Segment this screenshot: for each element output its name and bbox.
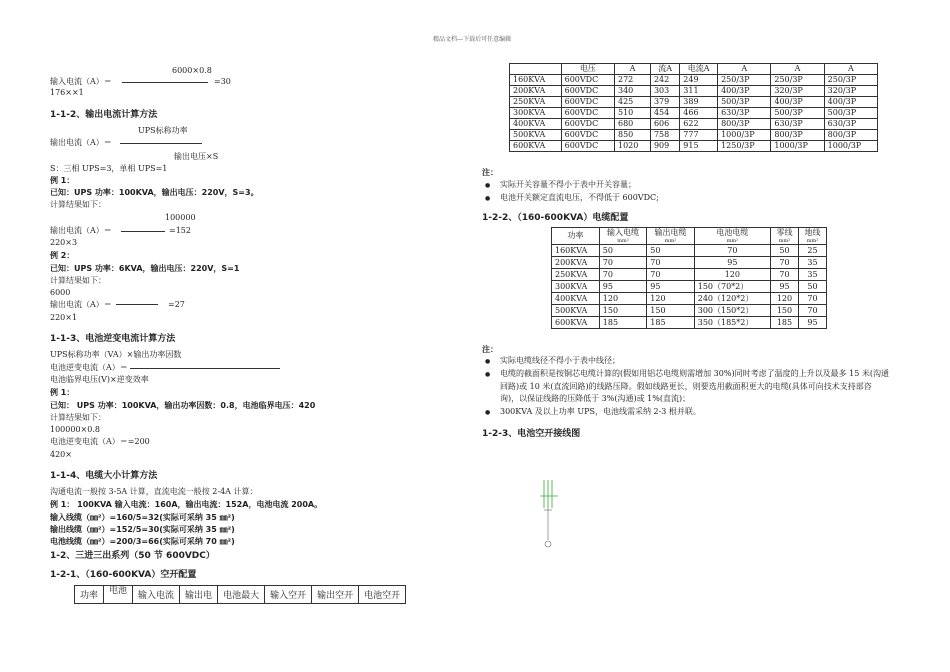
calc-result-3: 计算结果如下： bbox=[50, 413, 106, 422]
cell: 800/3P bbox=[718, 119, 771, 130]
cell: 454 bbox=[650, 108, 679, 119]
cell: 400/3P bbox=[824, 97, 877, 108]
note-2-item-2-line-1: 电缆的截面积是按铜芯电缆计算的(假如用铝芯电缆则需增加 30%)同时考虑了温度的上升以及最多 15 米(沟通 bbox=[500, 369, 889, 378]
col-header bbox=[694, 228, 770, 245]
cell: 300KVA bbox=[510, 108, 562, 119]
cell: 70 bbox=[798, 293, 826, 305]
cell: 200KVA bbox=[552, 257, 600, 269]
breaker-table-header bbox=[74, 585, 406, 604]
calc-result-2: 计算结果如下： bbox=[50, 276, 106, 285]
note-2-item-3: 300KVA 及以上功率 UPS，电池线需采纳 2-3 根并联。 bbox=[500, 407, 701, 416]
table-row bbox=[510, 119, 878, 130]
example-1-label: 例 1： bbox=[50, 176, 75, 185]
col-header: 输入空开 bbox=[265, 586, 312, 604]
battery-breaker-wiring-diagram bbox=[530, 478, 570, 554]
unit-label: mm² bbox=[664, 238, 677, 244]
cell: 600KVA bbox=[510, 141, 562, 152]
col-header: A bbox=[615, 64, 651, 75]
cell: 250KVA bbox=[510, 97, 562, 108]
numerator-100000x08: 100000×0.8 bbox=[50, 425, 100, 434]
table-row bbox=[510, 86, 878, 97]
section-1-1-4: 1-1-4、电缆大小计算方法 bbox=[50, 471, 158, 481]
cell: 185 bbox=[647, 317, 694, 329]
inv-label: 电池逆变电流（A）＝ bbox=[50, 363, 128, 372]
cell: 777 bbox=[680, 130, 718, 141]
cell: 150（70*2） bbox=[694, 281, 770, 293]
example-4: 例 1： 100KVA 输入电流：160A，输出电流：152A，电池电流 200A。 bbox=[50, 500, 323, 509]
cell: 272 bbox=[615, 75, 651, 86]
cell: 95 bbox=[647, 281, 694, 293]
note-1-item-1: 实际开关容量不得小于表中开关容量； bbox=[500, 180, 636, 189]
cell: 242 bbox=[650, 75, 679, 86]
cell: 1000/3P bbox=[824, 141, 877, 152]
cell: 160KVA bbox=[552, 245, 600, 257]
cell: 510 bbox=[615, 108, 651, 119]
out-current-label: 输出电流（A）＝ bbox=[50, 138, 112, 147]
cell: 160KVA bbox=[510, 75, 562, 86]
table-row bbox=[552, 245, 827, 257]
cell: 50 bbox=[770, 245, 798, 257]
cell: 600VDC bbox=[561, 108, 614, 119]
unit-label: mm² bbox=[617, 238, 629, 244]
section-1-2-2: 1-2-2、（160-600KVA）电缆配置 bbox=[482, 213, 629, 223]
cell: 50 bbox=[647, 245, 694, 257]
table-row bbox=[552, 257, 827, 269]
cell: 150 bbox=[770, 305, 798, 317]
cell: 1020 bbox=[615, 141, 651, 152]
col-header: 电池空开 bbox=[359, 586, 406, 604]
result-27: =27 bbox=[168, 300, 185, 309]
inv-eq: 电池逆变电流（A）＝=200 bbox=[50, 437, 150, 446]
cell: 70 bbox=[770, 269, 798, 281]
cell: 95 bbox=[798, 317, 826, 329]
denominator-420: 420× bbox=[50, 450, 72, 459]
cell: 680 bbox=[615, 119, 651, 130]
col-header bbox=[798, 228, 826, 245]
cell: 340 bbox=[615, 86, 651, 97]
cell: 800/3P bbox=[824, 130, 877, 141]
cell: 600VDC bbox=[561, 119, 614, 130]
cell: 150 bbox=[647, 305, 694, 317]
bullet-icon: ● bbox=[485, 195, 491, 202]
col-header-label: 电池电缆 bbox=[716, 228, 749, 237]
col-header-label: 零线 bbox=[776, 228, 793, 237]
table-header-row bbox=[510, 64, 878, 75]
cell: 300（150*2） bbox=[694, 305, 770, 317]
cell: 622 bbox=[680, 119, 718, 130]
cell: 909 bbox=[650, 141, 679, 152]
cell: 95 bbox=[770, 281, 798, 293]
table-row bbox=[510, 75, 878, 86]
cable-config-table bbox=[551, 227, 827, 329]
cell: 120 bbox=[647, 293, 694, 305]
col-header: 电流A bbox=[680, 64, 718, 75]
col-header: 电压 bbox=[561, 64, 614, 75]
cell: 185 bbox=[599, 317, 646, 329]
inv-numerator: UPS标称功率（VA）×输出功率因数 bbox=[50, 350, 182, 359]
numerator-6000: 6000 bbox=[50, 288, 71, 297]
cell: 600VDC bbox=[561, 86, 614, 97]
cell: 70 bbox=[647, 269, 694, 281]
table-row bbox=[552, 305, 827, 317]
page-header: 精品文档---下载后可任意编辑 bbox=[433, 36, 512, 43]
note-2-title: 注： bbox=[482, 345, 498, 354]
table-row bbox=[552, 317, 827, 329]
section-1-1-3: 1-1-3、电池逆变电流计算方法 bbox=[50, 334, 176, 344]
cell: 500KVA bbox=[552, 305, 600, 317]
known-3: 已知： UPS 功率：100KVA，输出功率因数：0.8，电池临界电压：420 bbox=[50, 401, 316, 410]
cell: 95 bbox=[694, 257, 770, 269]
bullet-icon: ● bbox=[485, 371, 491, 378]
cell: 95 bbox=[599, 281, 646, 293]
cell: 311 bbox=[680, 86, 718, 97]
col-header: A bbox=[771, 64, 824, 75]
cell: 400/3P bbox=[771, 97, 824, 108]
cell: 600VDC bbox=[561, 75, 614, 86]
note-1-title: 注： bbox=[482, 168, 498, 177]
cell: 70 bbox=[599, 269, 646, 281]
eq1-denominator: 176××1 bbox=[50, 88, 84, 97]
unit-label: mm² bbox=[806, 238, 819, 244]
cell: 600KVA bbox=[552, 317, 600, 329]
cell: 250/3P bbox=[771, 75, 824, 86]
cell: 466 bbox=[680, 108, 718, 119]
cell: 320/3P bbox=[824, 86, 877, 97]
col-header: A bbox=[824, 64, 877, 75]
cell: 758 bbox=[650, 130, 679, 141]
unit-label: mm² bbox=[726, 238, 739, 244]
cell: 35 bbox=[798, 269, 826, 281]
section-1-2-1: 1-2-1、（160-600KVA）空开配置 bbox=[50, 570, 197, 580]
bullet-icon: ● bbox=[485, 409, 491, 416]
section-1-2-3: 1-2-3、电池空开接线图 bbox=[482, 429, 581, 439]
breaker-config-table bbox=[509, 63, 878, 152]
cell: 1000/3P bbox=[771, 141, 824, 152]
cell: 800/3P bbox=[771, 130, 824, 141]
out-current-eq-2: 输出电流（A）＝ bbox=[50, 300, 112, 309]
cable-rule: 沟通电流一般按 3-5A 计算，直流电流一般按 2-4A 计算： bbox=[50, 487, 258, 496]
col-header: 输入电流 bbox=[133, 586, 180, 604]
cell: 70 bbox=[798, 305, 826, 317]
cell: 250/3P bbox=[718, 75, 771, 86]
cell: 379 bbox=[650, 97, 679, 108]
col-header: 电池 bbox=[104, 586, 133, 604]
note-2-item-2-line-3: 询)，以保证线路的压降低于 3%(沟通)或 1%(直流)； bbox=[500, 394, 691, 403]
cell: 600VDC bbox=[561, 141, 614, 152]
result-152: =152 bbox=[169, 226, 191, 235]
col-header-label: 地线 bbox=[804, 228, 821, 237]
table-row bbox=[510, 97, 878, 108]
table-header-row bbox=[552, 228, 827, 245]
in-cable: 输入线缆（㎜²）=160/5=32(实际可采纳 35 ㎜²) bbox=[50, 513, 235, 522]
s-note: S：三相 UPS=3，单相 UPS=1 bbox=[50, 164, 168, 173]
cell: 250/3P bbox=[824, 75, 877, 86]
known-1: 已知：UPS 功率：100KVA，输出电压：220V，S=3。 bbox=[50, 188, 259, 197]
cell: 600VDC bbox=[561, 130, 614, 141]
example-3-label: 例 1： bbox=[50, 388, 75, 397]
cell: 320/3P bbox=[771, 86, 824, 97]
col-header bbox=[770, 228, 798, 245]
cell: 25 bbox=[798, 245, 826, 257]
col-header-label: 功率 bbox=[567, 231, 584, 240]
cell: 500/3P bbox=[718, 97, 771, 108]
col-header bbox=[510, 64, 562, 75]
col-header: 电池最大 bbox=[218, 586, 265, 604]
cell: 120 bbox=[694, 269, 770, 281]
cell: 850 bbox=[615, 130, 651, 141]
col-header bbox=[647, 228, 694, 245]
cell: 500KVA bbox=[510, 130, 562, 141]
cell: 500/3P bbox=[824, 108, 877, 119]
cell: 35 bbox=[798, 257, 826, 269]
cell: 630/3P bbox=[824, 119, 877, 130]
col-header: A bbox=[718, 64, 771, 75]
cell: 120 bbox=[770, 293, 798, 305]
cell: 185 bbox=[770, 317, 798, 329]
example-2-label: 例 2： bbox=[50, 251, 75, 260]
table-row bbox=[510, 141, 878, 152]
col-header-label: 输入电缆 bbox=[607, 228, 640, 237]
cell: 500/3P bbox=[771, 108, 824, 119]
denominator-220x1: 220×1 bbox=[50, 313, 78, 322]
col-header bbox=[599, 228, 646, 245]
cell: 249 bbox=[680, 75, 718, 86]
cell: 150 bbox=[599, 305, 646, 317]
known-2: 已知：UPS 功率：6KVA，输出电压：220V，S=1 bbox=[50, 264, 240, 273]
cell: 303 bbox=[650, 86, 679, 97]
cell: 630/3P bbox=[771, 119, 824, 130]
cell: 200KVA bbox=[510, 86, 562, 97]
inv-denominator: 电池临界电压(V)×逆变效率 bbox=[50, 375, 149, 384]
table-row bbox=[552, 269, 827, 281]
cell: 250KVA bbox=[552, 269, 600, 281]
cell: 915 bbox=[680, 141, 718, 152]
cell: 350（185*2） bbox=[694, 317, 770, 329]
out-voltage-s: 输出电压×S bbox=[174, 152, 219, 161]
unit-label: mm² bbox=[778, 238, 791, 244]
cell: 600VDC bbox=[561, 97, 614, 108]
inv-fraction-line bbox=[130, 368, 280, 369]
cell: 389 bbox=[680, 97, 718, 108]
denominator-220x3: 220×3 bbox=[50, 238, 78, 247]
cell: 400KVA bbox=[510, 119, 562, 130]
cell: 50 bbox=[798, 281, 826, 293]
fraction-line-1 bbox=[121, 231, 165, 232]
table-row bbox=[552, 293, 827, 305]
table-row bbox=[510, 130, 878, 141]
cell: 50 bbox=[599, 245, 646, 257]
bullet-icon: ● bbox=[485, 358, 491, 365]
col-header bbox=[552, 228, 600, 245]
cell: 300KVA bbox=[552, 281, 600, 293]
cell: 70 bbox=[694, 245, 770, 257]
col-header: 流A bbox=[650, 64, 679, 75]
calc-result-1: 计算结果如下： bbox=[50, 200, 106, 209]
section-1-2: 1-2、三进三出系列（50 节 600VDC） bbox=[50, 551, 215, 561]
eq1-fraction-line bbox=[122, 82, 208, 83]
cell: 120 bbox=[599, 293, 646, 305]
cell: 1000/3P bbox=[718, 130, 771, 141]
fraction-line-2 bbox=[116, 304, 158, 305]
cell: 70 bbox=[599, 257, 646, 269]
cell: 240（120*2） bbox=[694, 293, 770, 305]
col-header-label: 输出电缆 bbox=[654, 228, 687, 237]
cell: 1250/3P bbox=[718, 141, 771, 152]
table-row bbox=[510, 108, 878, 119]
ups-rated-power: UPS标称功率 bbox=[138, 126, 188, 135]
cell: 606 bbox=[650, 119, 679, 130]
col-header: 输出电 bbox=[180, 586, 218, 604]
cell: 400/3P bbox=[718, 86, 771, 97]
cell: 70 bbox=[647, 257, 694, 269]
col-header: 输出空开 bbox=[312, 586, 359, 604]
eq1-numerator: 6000×0.8 bbox=[172, 66, 212, 75]
cell: 70 bbox=[770, 257, 798, 269]
cell: 400KVA bbox=[552, 293, 600, 305]
bat-cable: 电池线缆（㎜²）=200/3=66(实际可采纳 70 ㎜²) bbox=[50, 537, 235, 546]
section-1-1-2: 1-1-2、输出电流计算方法 bbox=[50, 110, 158, 120]
out-cable: 输出线缆（㎜²）=152/5=30(实际可采纳 35 ㎜²) bbox=[50, 525, 235, 534]
cell: 425 bbox=[615, 97, 651, 108]
eq1-label: 输入电流（A）＝ bbox=[50, 77, 112, 86]
cell: 630/3P bbox=[718, 108, 771, 119]
bullet-icon: ● bbox=[485, 182, 491, 189]
out-current-eq-1: 输出电流（A）＝ bbox=[50, 226, 112, 235]
note-2-item-1: 实际电缆线径不得小于表中线径； bbox=[500, 356, 620, 365]
note-1-item-2: 电池开关额定直流电压，不得低于 600VDC; bbox=[500, 193, 659, 202]
eq1-result: =30 bbox=[214, 77, 231, 86]
col-header: 功率 bbox=[75, 586, 104, 604]
numerator-100000: 100000 bbox=[165, 213, 196, 222]
table-row bbox=[552, 281, 827, 293]
out-fraction-line bbox=[120, 143, 202, 144]
note-2-item-2-line-2: 回路)或 10 米(直流回路)的线路压降。假如线路更长，则要选用截面积更大的电缆(具体可向技术支持部咨 bbox=[500, 382, 872, 391]
